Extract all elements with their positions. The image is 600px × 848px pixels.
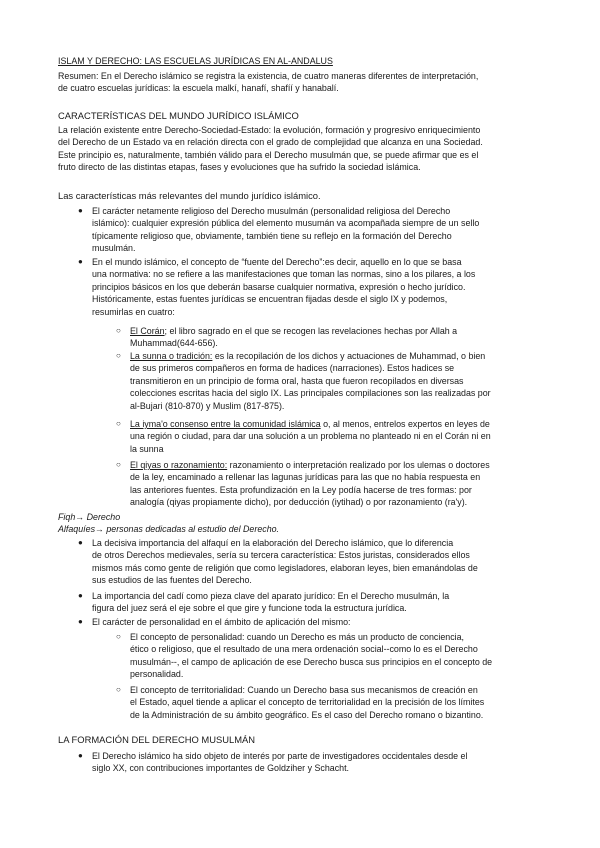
summary-line: de cuatro escuelas jurídicas: la escuela malkí, hanafí, shafíí y hanabalí. bbox=[58, 83, 339, 94]
section1-paragraph bbox=[58, 124, 544, 174]
bullet-line: típicamente religioso que, obviamente, también tiene su reflejo en la formación del Derecho bbox=[92, 230, 452, 241]
bullet-line: mismos más como gente de religión que como legisladores, elaboran leyes, bien emanándolas de bbox=[92, 562, 478, 573]
paragraph-line: Este principio es, naturalmente, también válido para el Derecho musulmán que, se puede afirmar que es el bbox=[58, 149, 479, 160]
note-fiqh: Fiqh→ Derecho bbox=[58, 512, 121, 522]
sub-bullet-line: musulmán--, el campo de aplicación de ese Derecho busca sus principios en el concepto de bbox=[130, 656, 493, 667]
bullet-line: una normativa: no se refiere a las manifestaciones que toman las normas, sino a los pilares, a los bbox=[92, 269, 476, 280]
bullet-fuente-derecho bbox=[92, 256, 544, 318]
sub-bullet-marker: ○ bbox=[116, 685, 121, 694]
sub-bullet-marker: ○ bbox=[116, 632, 121, 641]
term-coran: El Corán bbox=[130, 326, 165, 336]
bullet-line: islámico): cualquier expresión pública del elemento musumán va acompañada siempre de un sello bbox=[92, 218, 480, 229]
sub-bullet-line: una región o ciudad, para dar una solución a un problema no planteado ni en el Corán ni en bbox=[130, 431, 491, 442]
bullet-personalidad bbox=[92, 616, 544, 628]
bullet-line: En el mundo islámico, el concepto de “fuente del Derecho”:es decir, aquello en lo que se basa bbox=[92, 257, 462, 267]
bullet-marker: ● bbox=[78, 591, 83, 600]
sub-bullet-text: es la recopilación de los dichos y actuaciones de Muhammad, o bien bbox=[212, 351, 486, 361]
term-qiyas: El qiyas o razonamiento: bbox=[130, 460, 228, 470]
bullet-line: La decisiva importancia del alfaquí en la elaboración del Derecho islámico, que lo diferencia bbox=[92, 538, 454, 548]
summary-paragraph bbox=[58, 70, 544, 95]
section-heading-formacion: LA FORMACIÓN DEL DERECHO MUSULMÁN bbox=[58, 734, 256, 745]
term-iyma: La iyma'o consenso entre la comunidad islámica bbox=[130, 419, 321, 429]
bullet-line: de otros Derechos medievales, sería su tercera característica: Estos juristas, considerados ellos bbox=[92, 550, 470, 561]
bullet-line: musulmán. bbox=[92, 243, 136, 254]
bullet-line: figura del juez será el eje sobre el que gire y funcione toda la estructura jurídica. bbox=[92, 603, 407, 614]
sub-bullet-line: El concepto de personalidad: cuando un Derecho es más un producto de conciencia, bbox=[130, 632, 465, 642]
bullet-line: principios básicos en los que deberán basarse cualquier normativa, expresión o hecho jurídico. bbox=[92, 281, 466, 292]
bullet-marker: ● bbox=[78, 257, 83, 266]
sub-bullet-marker: ○ bbox=[116, 351, 121, 360]
sub-bullet-marker: ○ bbox=[116, 460, 121, 469]
sub-bullet-marker: ○ bbox=[116, 326, 121, 335]
note-alfaquies: Alfaquíes→ personas dedicadas al estudio del Derecho. bbox=[58, 524, 280, 534]
sub-bullet-iyma bbox=[130, 418, 544, 455]
sub-bullet-line: al-Bujari (810-870) y Muslim (817-875). bbox=[130, 400, 285, 411]
sub-bullet-text: razonamiento o interpretación realizado por los ulemas o doctores bbox=[227, 460, 490, 470]
sub-bullet-line: colecciones escritas hacia del siglo IX. Las principales compilaciones son las realizadas por bbox=[130, 388, 491, 399]
bullet-marker: ● bbox=[78, 751, 83, 760]
paragraph-line: del Derecho de un Estado va en relación directa con el grado de complejidad que alcanza en una Sociedad. bbox=[58, 137, 483, 148]
paragraph-line: fruto directo de las distintas etapas, fases y evoluciones que ha sufrido la sociedad islámica. bbox=[58, 162, 421, 173]
sub-bullet-line: de sus primeros compañeros en forma de hadices (narraciones). Estos hadices se bbox=[130, 363, 455, 374]
sub-bullet-line: El concepto de territorialidad: Cuando un Derecho basa sus mecanismos de creación en bbox=[130, 685, 478, 695]
sub-bullet-line: ético o religioso, que el resultado de una mera ordenación social--como lo es el Derecho bbox=[130, 644, 478, 655]
bullet-line: El Derecho islámico ha sido objeto de interés por parte de investigadores occidentales desde el bbox=[92, 751, 468, 761]
bullet-line: El carácter de personalidad en el ámbito de aplicación del mismo: bbox=[92, 617, 351, 627]
sub-bullet-line: la sunna bbox=[130, 443, 164, 454]
bullet-alfaqui bbox=[92, 537, 544, 587]
bullet-line: El carácter netamente religioso del Derecho musulmán (personalidad religiosa del Derecho bbox=[92, 206, 451, 216]
sub-bullet-line: el Estado, aquel tiende a aplicar el concepto de territorialidad en la precisión de los límites bbox=[130, 697, 485, 708]
sub-bullet-line: de la Administración de su ámbito geográfico. Es el caso del Derecho romano o bizantino. bbox=[130, 709, 484, 720]
bullet-line: Históricamente, estas fuentes jurídicas se encuentran fijadas desde el siglo IX y podemos, bbox=[92, 294, 448, 305]
bullet-marker: ● bbox=[78, 538, 83, 547]
sub-bullet-line: las anteriores fuentes. Esta profundización en la Ley podía hacerse de tres formas: por bbox=[130, 484, 472, 495]
sub-bullet-coran bbox=[130, 325, 544, 350]
bullet-marker: ● bbox=[78, 206, 83, 215]
sub-bullet-line: analogía (qiyas propiamente dicho), por deducción (iytihad) o por razonamiento (ra'y). bbox=[130, 497, 468, 508]
sub-bullet-concepto-territorialidad bbox=[130, 684, 544, 721]
sub-bullet-marker: ○ bbox=[116, 419, 121, 428]
characteristics-intro: Las características más relevantes del mundo jurídico islámico. bbox=[58, 190, 321, 201]
sub-bullet-line: de la ley, encaminado a rellenar las lagunas jurídicas para las que no había respuesta en bbox=[130, 472, 481, 483]
section-heading-caracteristicas: CARACTERÍSTICAS DEL MUNDO JURÍDICO ISLÁMICO bbox=[58, 110, 299, 121]
sub-bullet-qiyas bbox=[130, 459, 544, 509]
summary-line: Resumen: En el Derecho islámico se registra la existencia, de cuatro maneras diferentes de interpretación, bbox=[58, 71, 479, 81]
bullet-line: siglo XX, con contribuciones importantes de Goldziher y Schacht. bbox=[92, 763, 350, 774]
bullet-line: sus estudios de las fuentes del Derecho. bbox=[92, 575, 252, 586]
bullet-derecho-islamico-interes bbox=[92, 750, 544, 775]
bullet-line: La importancia del cadí como pieza clave del aparato jurídico: En el Derecho musulmán, la bbox=[92, 591, 450, 601]
bullet-line: resumirlas en cuatro: bbox=[92, 306, 175, 317]
paragraph-line: La relación existente entre Derecho-Sociedad-Estado: la evolución, formación y progresivo enriquecimiento bbox=[58, 125, 481, 135]
bullet-religioso bbox=[92, 205, 544, 255]
sub-bullet-concepto-personalidad bbox=[130, 631, 544, 681]
sub-bullet-line: Muhammad(644-656). bbox=[130, 338, 218, 349]
document-title: ISLAM Y DERECHO: LAS ESCUELAS JURÍDICAS EN AL-ANDALUS bbox=[58, 56, 333, 66]
sub-bullet-sunna bbox=[130, 350, 544, 412]
sub-bullet-text: ; el libro sagrado en el que se recogen las revelaciones hechas por Allah a bbox=[164, 326, 458, 336]
sub-bullet-text: o, al menos, entrelos expertos en leyes de bbox=[320, 419, 490, 429]
bullet-marker: ● bbox=[78, 617, 83, 626]
term-sunna: La sunna o tradición: bbox=[130, 351, 213, 361]
bullet-cadi bbox=[92, 590, 544, 615]
sub-bullet-line: transmitieron en un principio de forma oral, hasta que fueron recopilados en diversas bbox=[130, 375, 464, 386]
sub-bullet-line: personalidad. bbox=[130, 669, 184, 680]
